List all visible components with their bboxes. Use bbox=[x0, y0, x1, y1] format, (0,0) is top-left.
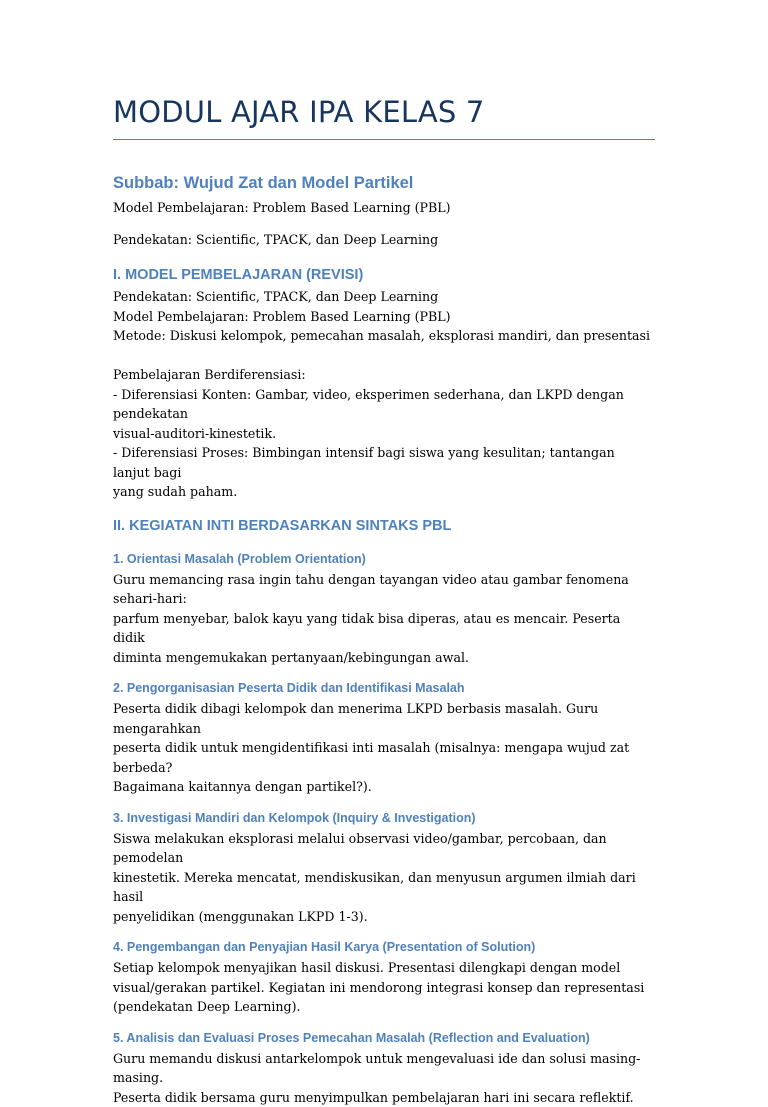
step-1-line: diminta mengemukakan pertanyaan/kebingungan awal. bbox=[113, 648, 655, 668]
step-2-title: 2. Pengorganisasian Peserta Didik dan Identifikasi Masalah bbox=[113, 679, 655, 697]
differentiation-content-line-1: - Diferensiasi Konten: Gambar, video, eksperimen sederhana, dan LKPD dengan pendekatan bbox=[113, 385, 655, 424]
step-1-line: Guru memancing rasa ingin tahu dengan tayangan video atau gambar fenomena sehari-hari: bbox=[113, 570, 655, 609]
differentiation-process-line-2: yang sudah paham. bbox=[113, 482, 655, 502]
spacer bbox=[113, 1017, 655, 1029]
step-3-title: 3. Investigasi Mandiri dan Kelompok (Inquiry & Investigation) bbox=[113, 809, 655, 827]
step-4-line: (pendekatan Deep Learning). bbox=[113, 997, 655, 1017]
spacer bbox=[113, 502, 655, 516]
differentiation-title: Pembelajaran Berdiferensiasi: bbox=[113, 365, 655, 385]
differentiation-content-line-2: visual-auditori-kinestetik. bbox=[113, 424, 655, 444]
step-2-line: peserta didik untuk mengidentifikasi inti masalah (misalnya: mengapa wujud zat berbeda? bbox=[113, 738, 655, 777]
document-title: MODUL AJAR IPA KELAS 7 bbox=[113, 92, 655, 140]
spacer bbox=[113, 249, 655, 265]
step-3-line: kinestetik. Mereka mencatat, mendiskusikan, dan menyusun argumen ilmiah dari hasil bbox=[113, 868, 655, 907]
section-1-approach: Pendekatan: Scientific, TPACK, dan Deep Learning bbox=[113, 287, 655, 307]
step-4-line: visual/gerakan partikel. Kegiatan ini mendorong integrasi konsep dan representasi bbox=[113, 978, 655, 998]
spacer bbox=[113, 538, 655, 550]
section-2-heading: II. KEGIATAN INTI BERDASARKAN SINTAKS PBL bbox=[113, 516, 655, 536]
step-5-title: 5. Analisis dan Evaluasi Proses Pemecahan Masalah (Reflection and Evaluation) bbox=[113, 1029, 655, 1047]
step-2-line: Peserta didik dibagi kelompok dan menerima LKPD berbasis masalah. Guru mengarahkan bbox=[113, 699, 655, 738]
blank-line bbox=[113, 346, 655, 366]
step-4-line: Setiap kelompok menyajikan hasil diskusi. Presentasi dilengkapi dengan model bbox=[113, 958, 655, 978]
section-1-method: Metode: Diskusi kelompok, pemecahan masalah, eksplorasi mandiri, dan presentasi bbox=[113, 326, 655, 346]
step-5-line: Guru memandu diskusi antarkelompok untuk mengevaluasi ide dan solusi masing-masing. bbox=[113, 1049, 655, 1088]
spacer bbox=[113, 797, 655, 809]
differentiation-process-line-1: - Diferensiasi Proses: Bimbingan intensif bagi siswa yang kesulitan; tantangan lanjut bagi bbox=[113, 443, 655, 482]
spacer bbox=[113, 218, 655, 230]
step-1-line: parfum menyebar, balok kayu yang tidak bisa diperas, atau es mencair. Peserta didik bbox=[113, 609, 655, 648]
section-1-heading: I. MODEL PEMBELAJARAN (REVISI) bbox=[113, 265, 655, 285]
intro-approach-line: Pendekatan: Scientific, TPACK, dan Deep Learning bbox=[113, 230, 655, 250]
subbab-heading: Subbab: Wujud Zat dan Model Partikel bbox=[113, 172, 655, 194]
step-3-line: Siswa melakukan eksplorasi melalui observasi video/gambar, percobaan, dan pemodelan bbox=[113, 829, 655, 868]
intro-model-line: Model Pembelajaran: Problem Based Learning (PBL) bbox=[113, 198, 655, 218]
step-4-title: 4. Pengembangan dan Penyajian Hasil Karya (Presentation of Solution) bbox=[113, 938, 655, 956]
step-5-line: Peserta didik bersama guru menyimpulkan pembelajaran hari ini secara reflektif. bbox=[113, 1088, 655, 1107]
step-3-line: penyelidikan (menggunakan LKPD 1-3). bbox=[113, 907, 655, 927]
step-2-line: Bagaimana kaitannya dengan partikel?). bbox=[113, 777, 655, 797]
step-1-title: 1. Orientasi Masalah (Problem Orientation) bbox=[113, 550, 655, 568]
spacer bbox=[113, 667, 655, 679]
spacer bbox=[113, 926, 655, 938]
document-content bbox=[113, 92, 655, 1107]
section-1-model: Model Pembelajaran: Problem Based Learning (PBL) bbox=[113, 307, 655, 327]
